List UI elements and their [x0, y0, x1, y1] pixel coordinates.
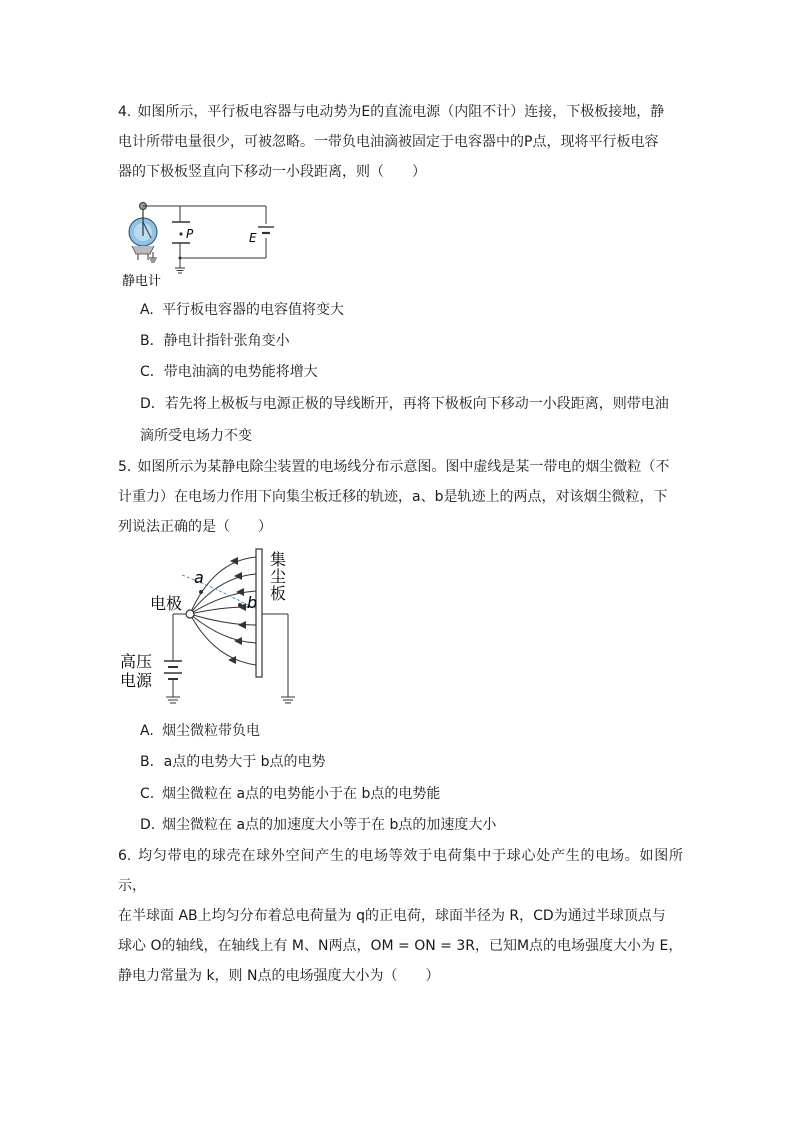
question-5-line-2: 计重力）在电场力作用下向集尘板迁移的轨迹，a、b是轨迹上的两点，对该烟尘微粒，下 [118, 489, 668, 505]
question-6-line-4: 静电力常量为 k，则 N点的电场强度大小为（ ） [118, 968, 440, 984]
collector-plate [256, 549, 262, 677]
point-b-label: b [247, 593, 258, 612]
q5-option-b: B．a点的电势大于 b点的电势 [140, 754, 326, 770]
q4-option-b: B．静电计指针张角变小 [140, 333, 290, 349]
q4-option-d: D．若先将上极板与电源正极的导线断开，再将下极板向下移动一小段距离，则带电油 [140, 396, 669, 412]
q4-option-c: C．带电油滴的电势能将增大 [140, 364, 318, 380]
question-6-line-2: 在半球面 AB上均匀分布着总电荷量为 q的正电荷，球面半径为 R，CD为通过半球顶点与 [118, 908, 666, 924]
question-number: 5. [118, 459, 132, 475]
q5-option-c: C. 烟尘微粒在 a点的电势能小于在 b点的电势能 [140, 786, 441, 802]
q5-option-d: D. 烟尘微粒在 a点的加速度大小等于在 b点的加速度大小 [140, 817, 497, 833]
question-number: 4. [118, 104, 132, 120]
question-5-line-3: 列说法正确的是（ ） [118, 519, 272, 535]
point-p-label: P [186, 227, 194, 241]
plate-label-3: 板 [270, 584, 287, 603]
question-6-line-3: 球心 O的轴线，在轴线上有 M、N两点，OM = ON = 3R，已知M点的电场强度大小为 E， [118, 938, 683, 954]
capacitor-circuit-figure [118, 196, 278, 291]
q5-option-a: A. 烟尘微粒带负电 [140, 723, 260, 739]
question-4-stem [118, 97, 683, 187]
q4-option-d-continued: 滴所受电场力不变 [140, 428, 252, 444]
point-a [199, 590, 203, 594]
question-5-stem [118, 452, 683, 542]
precipitator-figure [118, 545, 308, 710]
electrode-label: 电极 [150, 594, 183, 613]
question-6-line-1: 6. 均匀带电的球壳在球外空间产生的电场等效于电荷集中于球心处产生的电场。如图所示， [118, 848, 683, 894]
question-5-line-1: 5. 如图所示为某静电除尘装置的电场线分布示意图。图中虚线是某一带电的烟尘微粒（不 [118, 459, 670, 475]
question-4-line-3: 器的下极板竖直向下移动一小段距离，则（ ） [118, 164, 426, 180]
point-p-dot [179, 232, 182, 235]
electrometer-label: 静电计 [122, 274, 162, 289]
point-a-label: a [194, 568, 204, 587]
plate-label-1: 集 [270, 550, 287, 569]
hv-label-1: 高压 [120, 652, 153, 671]
question-4-line-1: 4. 如图所示，平行板电容器与电动势为E的直流电源（内阻不计）连接，下极板接地，静 [118, 104, 665, 120]
emf-label: E [249, 231, 257, 245]
question-6-stem [118, 841, 683, 991]
point-b [238, 603, 242, 607]
field-arrows [228, 557, 246, 664]
q4-option-a: A. 平行板电容器的电容值将变大 [140, 302, 344, 318]
hv-label-2: 电源 [120, 671, 153, 690]
question-4-line-2: 电计所带电量很少，可被忽略。一带负电油滴被固定于电容器中的P点，现将平行板电容 [118, 134, 659, 150]
question-number: 6. [118, 848, 132, 864]
electrode [186, 610, 194, 618]
plate-label-2: 尘 [270, 567, 287, 586]
